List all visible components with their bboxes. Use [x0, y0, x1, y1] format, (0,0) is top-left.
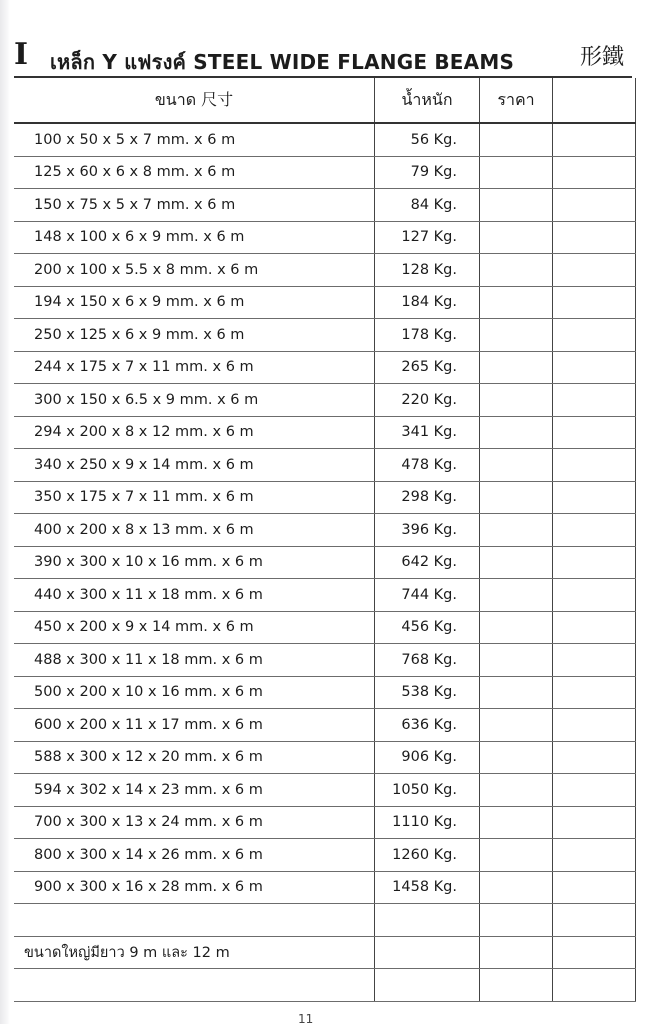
i-beam-icon: I — [14, 37, 29, 72]
table-row — [14, 286, 636, 319]
row-size: 125 x 60 x 6 x 8 mm. x 6 m — [14, 156, 375, 189]
row-blank-cell — [553, 546, 636, 579]
table-row — [14, 449, 636, 482]
table-row — [14, 871, 636, 904]
row-size: 340 x 250 x 9 x 14 mm. x 6 m — [14, 449, 375, 482]
row-price-cell — [480, 871, 553, 904]
row-blank-cell — [553, 156, 636, 189]
row-blank-cell — [553, 644, 636, 677]
row-price-cell — [480, 189, 553, 222]
row-blank-cell — [553, 319, 636, 352]
row-price-cell — [480, 351, 553, 384]
empty-cell — [553, 936, 636, 969]
row-weight: 56 Kg. — [375, 123, 480, 156]
row-price-cell — [480, 514, 553, 547]
price-list-sheet — [14, 76, 632, 1018]
table-row — [14, 221, 636, 254]
row-size: 194 x 150 x 6 x 9 mm. x 6 m — [14, 286, 375, 319]
row-size: 150 x 75 x 5 x 7 mm. x 6 m — [14, 189, 375, 222]
row-size: 390 x 300 x 10 x 16 mm. x 6 m — [14, 546, 375, 579]
row-blank-cell — [553, 839, 636, 872]
table-header-row — [14, 78, 636, 123]
empty-row — [14, 904, 636, 937]
row-weight: 396 Kg. — [375, 514, 480, 547]
row-blank-cell — [553, 514, 636, 547]
row-blank-cell — [553, 709, 636, 742]
table-row — [14, 319, 636, 352]
row-price-cell — [480, 676, 553, 709]
row-size: 244 x 175 x 7 x 11 mm. x 6 m — [14, 351, 375, 384]
row-price-cell — [480, 123, 553, 156]
empty-size-cell — [14, 969, 375, 1002]
row-blank-cell — [553, 416, 636, 449]
row-size: 294 x 200 x 8 x 12 mm. x 6 m — [14, 416, 375, 449]
row-blank-cell — [553, 676, 636, 709]
empty-cell — [375, 904, 480, 937]
row-size: 800 x 300 x 14 x 26 mm. x 6 m — [14, 839, 375, 872]
row-price-cell — [480, 319, 553, 352]
table-row — [14, 709, 636, 742]
row-price-cell — [480, 579, 553, 612]
table-row — [14, 481, 636, 514]
row-price-cell — [480, 221, 553, 254]
row-blank-cell — [553, 254, 636, 287]
row-size: 350 x 175 x 7 x 11 mm. x 6 m — [14, 481, 375, 514]
row-weight: 184 Kg. — [375, 286, 480, 319]
empty-cell — [375, 936, 480, 969]
row-blank-cell — [553, 189, 636, 222]
row-blank-cell — [553, 384, 636, 417]
table-row — [14, 579, 636, 612]
row-size: 300 x 150 x 6.5 x 9 mm. x 6 m — [14, 384, 375, 417]
header-size: ขนาด 尺寸 — [14, 78, 375, 123]
header-blank — [553, 78, 636, 123]
table-row — [14, 189, 636, 222]
row-size: 588 x 300 x 12 x 20 mm. x 6 m — [14, 741, 375, 774]
empty-cell — [375, 969, 480, 1002]
row-price-cell — [480, 416, 553, 449]
row-weight: 636 Kg. — [375, 709, 480, 742]
row-price-cell — [480, 156, 553, 189]
table-row — [14, 254, 636, 287]
row-size: 400 x 200 x 8 x 13 mm. x 6 m — [14, 514, 375, 547]
row-blank-cell — [553, 221, 636, 254]
row-size: 594 x 302 x 14 x 23 mm. x 6 m — [14, 774, 375, 807]
row-price-cell — [480, 384, 553, 417]
row-size: 488 x 300 x 11 x 18 mm. x 6 m — [14, 644, 375, 677]
empty-cell — [553, 969, 636, 1002]
empty-cell — [480, 904, 553, 937]
row-size: 600 x 200 x 11 x 17 mm. x 6 m — [14, 709, 375, 742]
row-size: 450 x 200 x 9 x 14 mm. x 6 m — [14, 611, 375, 644]
row-price-cell — [480, 611, 553, 644]
table-row — [14, 514, 636, 547]
row-blank-cell — [553, 611, 636, 644]
row-blank-cell — [553, 351, 636, 384]
empty-row — [14, 969, 636, 1002]
table-row — [14, 806, 636, 839]
row-size: 200 x 100 x 5.5 x 8 mm. x 6 m — [14, 254, 375, 287]
empty-cell — [480, 936, 553, 969]
row-weight: 456 Kg. — [375, 611, 480, 644]
row-weight: 768 Kg. — [375, 644, 480, 677]
empty-cell — [553, 904, 636, 937]
row-weight: 128 Kg. — [375, 254, 480, 287]
row-size: 148 x 100 x 6 x 9 mm. x 6 m — [14, 221, 375, 254]
row-blank-cell — [553, 579, 636, 612]
table-row — [14, 774, 636, 807]
table-row — [14, 644, 636, 677]
row-weight: 127 Kg. — [375, 221, 480, 254]
row-blank-cell — [553, 741, 636, 774]
row-weight: 1260 Kg. — [375, 839, 480, 872]
empty-cell — [480, 969, 553, 1002]
note-row — [14, 936, 636, 969]
page-number: 11 — [298, 1012, 314, 1026]
length-note: ขนาดใหญ่มียาว 9 m และ 12 m — [14, 936, 375, 969]
row-price-cell — [480, 481, 553, 514]
header-weight: น้ำหนัก — [375, 78, 480, 123]
row-blank-cell — [553, 123, 636, 156]
table-row — [14, 351, 636, 384]
row-price-cell — [480, 741, 553, 774]
table-row — [14, 839, 636, 872]
row-weight: 1458 Kg. — [375, 871, 480, 904]
row-price-cell — [480, 839, 553, 872]
row-blank-cell — [553, 286, 636, 319]
row-blank-cell — [553, 481, 636, 514]
row-price-cell — [480, 546, 553, 579]
table-body — [14, 123, 636, 1001]
row-weight: 744 Kg. — [375, 579, 480, 612]
row-size: 250 x 125 x 6 x 9 mm. x 6 m — [14, 319, 375, 352]
row-weight: 1050 Kg. — [375, 774, 480, 807]
row-size: 900 x 300 x 16 x 28 mm. x 6 m — [14, 871, 375, 904]
row-blank-cell — [553, 871, 636, 904]
table-row — [14, 611, 636, 644]
row-weight: 265 Kg. — [375, 351, 480, 384]
row-price-cell — [480, 644, 553, 677]
row-price-cell — [480, 449, 553, 482]
row-weight: 1110 Kg. — [375, 806, 480, 839]
page-header — [14, 38, 636, 76]
table-row — [14, 123, 636, 156]
table-row — [14, 416, 636, 449]
table-row — [14, 156, 636, 189]
row-price-cell — [480, 806, 553, 839]
row-size: 100 x 50 x 5 x 7 mm. x 6 m — [14, 123, 375, 156]
row-size: 700 x 300 x 13 x 24 mm. x 6 m — [14, 806, 375, 839]
row-price-cell — [480, 254, 553, 287]
row-weight: 538 Kg. — [375, 676, 480, 709]
page-title: เหล็ก Y แฟรงค์ STEEL WIDE FLANGE BEAMS — [50, 50, 515, 74]
row-weight: 79 Kg. — [375, 156, 480, 189]
page-title-chinese: 形鐵 — [579, 45, 624, 70]
table-row — [14, 676, 636, 709]
row-blank-cell — [553, 806, 636, 839]
table-row — [14, 546, 636, 579]
table-row — [14, 384, 636, 417]
row-weight: 341 Kg. — [375, 416, 480, 449]
row-weight: 220 Kg. — [375, 384, 480, 417]
row-price-cell — [480, 286, 553, 319]
table-row — [14, 741, 636, 774]
row-size: 440 x 300 x 11 x 18 mm. x 6 m — [14, 579, 375, 612]
row-weight: 178 Kg. — [375, 319, 480, 352]
page-binding-edge — [0, 0, 10, 1024]
empty-size-cell — [14, 904, 375, 937]
row-weight: 642 Kg. — [375, 546, 480, 579]
row-price-cell — [480, 709, 553, 742]
row-blank-cell — [553, 449, 636, 482]
row-weight: 298 Kg. — [375, 481, 480, 514]
header-price: ราคา — [480, 78, 553, 123]
row-weight: 478 Kg. — [375, 449, 480, 482]
row-weight: 906 Kg. — [375, 741, 480, 774]
row-blank-cell — [553, 774, 636, 807]
beam-price-table — [14, 78, 636, 1002]
row-size: 500 x 200 x 10 x 16 mm. x 6 m — [14, 676, 375, 709]
row-price-cell — [480, 774, 553, 807]
row-weight: 84 Kg. — [375, 189, 480, 222]
